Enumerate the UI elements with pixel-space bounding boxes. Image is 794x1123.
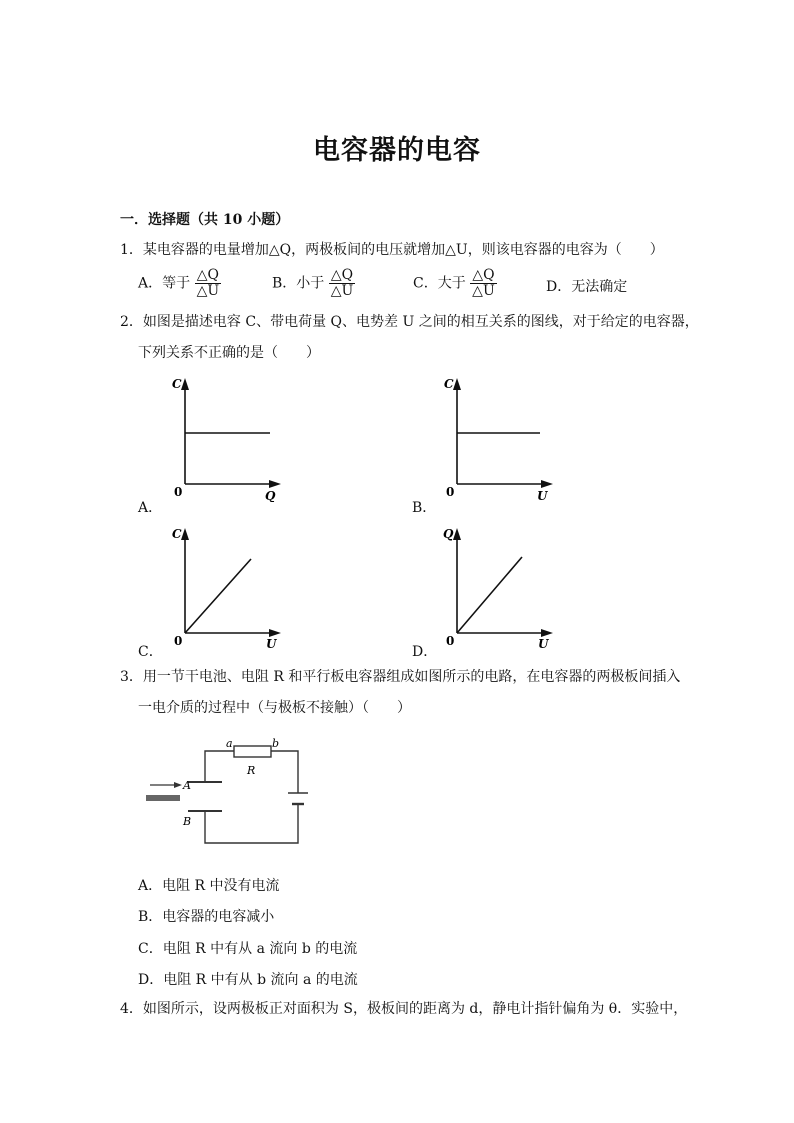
q3-option-b: B．电容器的电容减小 xyxy=(138,909,275,925)
question-3-line-2: 一电介质的过程中（与极板不接触）（ ） xyxy=(138,700,411,716)
q1-option-b-denominator: △U xyxy=(330,283,354,299)
q1-option-b xyxy=(272,268,355,299)
q1-option-a-prefix: A．等于 xyxy=(138,275,191,292)
graph-b-label: B． xyxy=(412,500,437,516)
graph-a-origin: 0 xyxy=(174,485,183,499)
q1-option-a-denominator: △U xyxy=(196,283,220,299)
q1-option-a xyxy=(138,268,221,299)
q3-option-a: A．电阻 R 中没有电流 xyxy=(138,878,280,894)
q3-option-d: D．电阻 R 中有从 b 流向 a 的电流 xyxy=(138,972,358,988)
question-4-line-1: 4．如图所示，设两极板正对面积为 S，极板间的距离为 d，静电计指针偏角为 θ．实验中， xyxy=(120,1001,688,1017)
q1-option-c-numerator: △Q xyxy=(470,268,497,284)
section-heading: 一．选择题（共 10 小题） xyxy=(120,212,290,228)
dielectric-slab xyxy=(146,795,180,801)
graph-b-origin: 0 xyxy=(446,485,455,499)
label-b: b xyxy=(272,737,280,750)
q1-option-b-fraction xyxy=(329,268,356,299)
graph-d-label: D． xyxy=(412,644,438,660)
label-r: R xyxy=(247,764,256,777)
q1-option-b-numerator: △Q xyxy=(329,268,356,284)
graph-a-x-label: Q xyxy=(265,489,276,502)
graph-b-x-label: U xyxy=(537,489,548,502)
graph-d-origin: 0 xyxy=(446,634,455,648)
graph-b-y-label: C xyxy=(444,377,454,391)
q1-option-c-prefix: C．大于 xyxy=(413,275,466,292)
q1-option-b-prefix: B．小于 xyxy=(272,275,325,292)
graph-c-label: C． xyxy=(138,644,163,660)
graph-d-y-label: Q xyxy=(443,527,454,541)
page-title: 电容器的电容 xyxy=(313,135,481,166)
graph-c-origin: 0 xyxy=(174,634,183,648)
graph-a-label: A． xyxy=(138,500,163,516)
circuit-diagram xyxy=(140,733,320,853)
label-a: a xyxy=(226,737,233,750)
graph-c xyxy=(160,522,290,652)
insertion-arrow-head xyxy=(174,782,182,788)
graph-a-y-label: C xyxy=(172,377,182,391)
label-plate-b: B xyxy=(183,815,192,828)
q1-option-a-numerator: △Q xyxy=(195,268,222,284)
q1-option-c-fraction xyxy=(470,268,497,299)
q3-option-c: C．电阻 R 中有从 a 流向 b 的电流 xyxy=(138,941,358,957)
graph-d xyxy=(432,522,562,652)
question-2-line-1: 2．如图是描述电容 C、带电荷量 Q、电势差 U 之间的相互关系的图线，对于给定的电容器， xyxy=(120,314,699,330)
q1-option-d: D．无法确定 xyxy=(546,279,628,295)
graph-c-x-label: U xyxy=(266,637,277,651)
graph-d-x-label: U xyxy=(538,637,549,651)
question-2-line-2: 下列关系不正确的是（ ） xyxy=(138,345,320,361)
q1-option-c xyxy=(413,268,497,299)
graph-c-y-label: C xyxy=(172,527,182,541)
resistor-symbol xyxy=(234,746,271,757)
graph-a xyxy=(160,372,290,502)
label-plate-a: A xyxy=(183,779,191,792)
question-3-line-1: 3．用一节干电池、电阻 R 和平行板电容器组成如图所示的电路，在电容器的两极板间插入 xyxy=(120,669,681,685)
graph-b xyxy=(432,372,562,502)
question-1-stem: 1．某电容器的电量增加△Q，两极板间的电压就增加△U，则该电容器的电容为（ ） xyxy=(120,242,664,258)
q1-option-c-denominator: △U xyxy=(472,283,495,299)
q1-option-a-fraction xyxy=(195,268,222,299)
